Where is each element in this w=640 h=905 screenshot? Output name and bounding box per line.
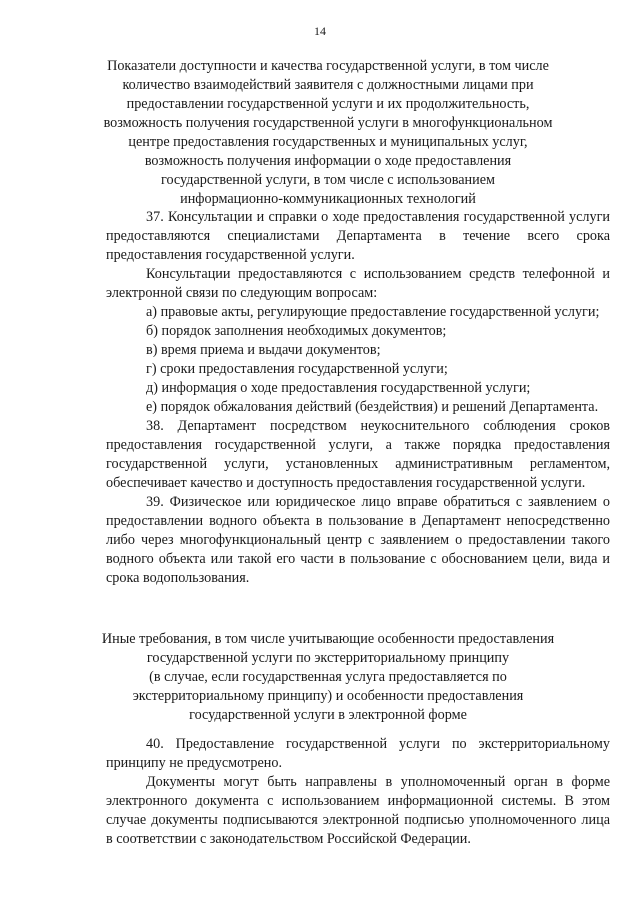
- heading-line: Показатели доступности и качества государственной услуги, в том числе: [107, 58, 549, 74]
- list-item: е) порядок обжалования действий (бездействия) и решений Департамента.: [146, 399, 599, 415]
- section-body-extraterritorial: [106, 735, 610, 849]
- list-item: г) сроки предоставления государственной услуги;: [146, 361, 448, 377]
- heading-line: (в случае, если государственная услуга предоставляется по: [149, 669, 507, 685]
- list-item: а) правовые акты, регулирующие предоставление государственной услуги;: [146, 304, 600, 320]
- heading-line: государственной услуги в электронной форме: [189, 707, 467, 723]
- heading-line: информационно-коммуникационных технологий: [180, 191, 476, 207]
- list-item: в) время приема и выдачи документов;: [146, 342, 381, 358]
- paragraph-40: 40. Предоставление государственной услуги по экстерриториальному принципу не предусмотрено.: [106, 736, 610, 771]
- heading-line: количество взаимодействий заявителя с должностными лицами при: [122, 77, 534, 93]
- heading-line: возможность получения государственной услуги в многофункциональном: [103, 115, 553, 131]
- heading-line: предоставлении государственной услуги и их продолжительность,: [126, 96, 530, 112]
- heading-line: государственной услуги, в том числе с использованием: [161, 172, 495, 188]
- heading-line: Иные требования, в том числе учитывающие особенности предоставления: [101, 631, 555, 647]
- list-item: б) порядок заполнения необходимых документов;: [146, 323, 447, 339]
- heading-line: возможность получения информации о ходе предоставления: [144, 153, 512, 169]
- list-item: д) информация о ходе предоставления государственной услуги;: [146, 380, 531, 396]
- heading-line: центре предоставления государственных и муниципальных услуг,: [128, 134, 528, 150]
- paragraph-37-consultations: Консультации предоставляются с использованием средств телефонной и электронной связи по следующим вопросам:: [106, 266, 610, 301]
- paragraph-37: 37. Консультации и справки о ходе предоставления государственной услуги предоставляются специалистами Департамента в течение всего срока предоставления государственной услуги.: [106, 209, 610, 263]
- heading-line: государственной услуги по экстерриториальному принципу: [146, 650, 510, 666]
- paragraph-40-documents: Документы могут быть направлены в уполномоченный орган в форме электронного документа с использованием информационной системы. В этом случае документы подписываются электронной подписью уполномоченного лица в соответствии с законодательством Российской Федерации.: [106, 774, 610, 847]
- paragraph-38: 38. Департамент посредством неукоснительного соблюдения сроков предоставления государственной услуги, а также порядка предоставления государственной услуги, установленных административным регламентом, обеспечивает качество и доступность предоставления государственной услуги.: [106, 418, 610, 491]
- page-number: 14: [314, 24, 326, 38]
- heading-line: экстерриториальному принципу) и особенности предоставления: [132, 688, 524, 704]
- section-body-consultations: [106, 208, 610, 588]
- paragraph-39: 39. Физическое или юридическое лицо вправе обратиться с заявлением о предоставлении водного объекта в пользование в Департамент непосредственно либо через многофункциональный центр с заявлением о предоставлении такого водного объекта или такой его части в пользование с обоснованием цели, вида и срока водопользования.: [106, 494, 610, 586]
- section-heading-other-requirements: [100, 630, 556, 725]
- section-heading-accessibility: [100, 57, 556, 209]
